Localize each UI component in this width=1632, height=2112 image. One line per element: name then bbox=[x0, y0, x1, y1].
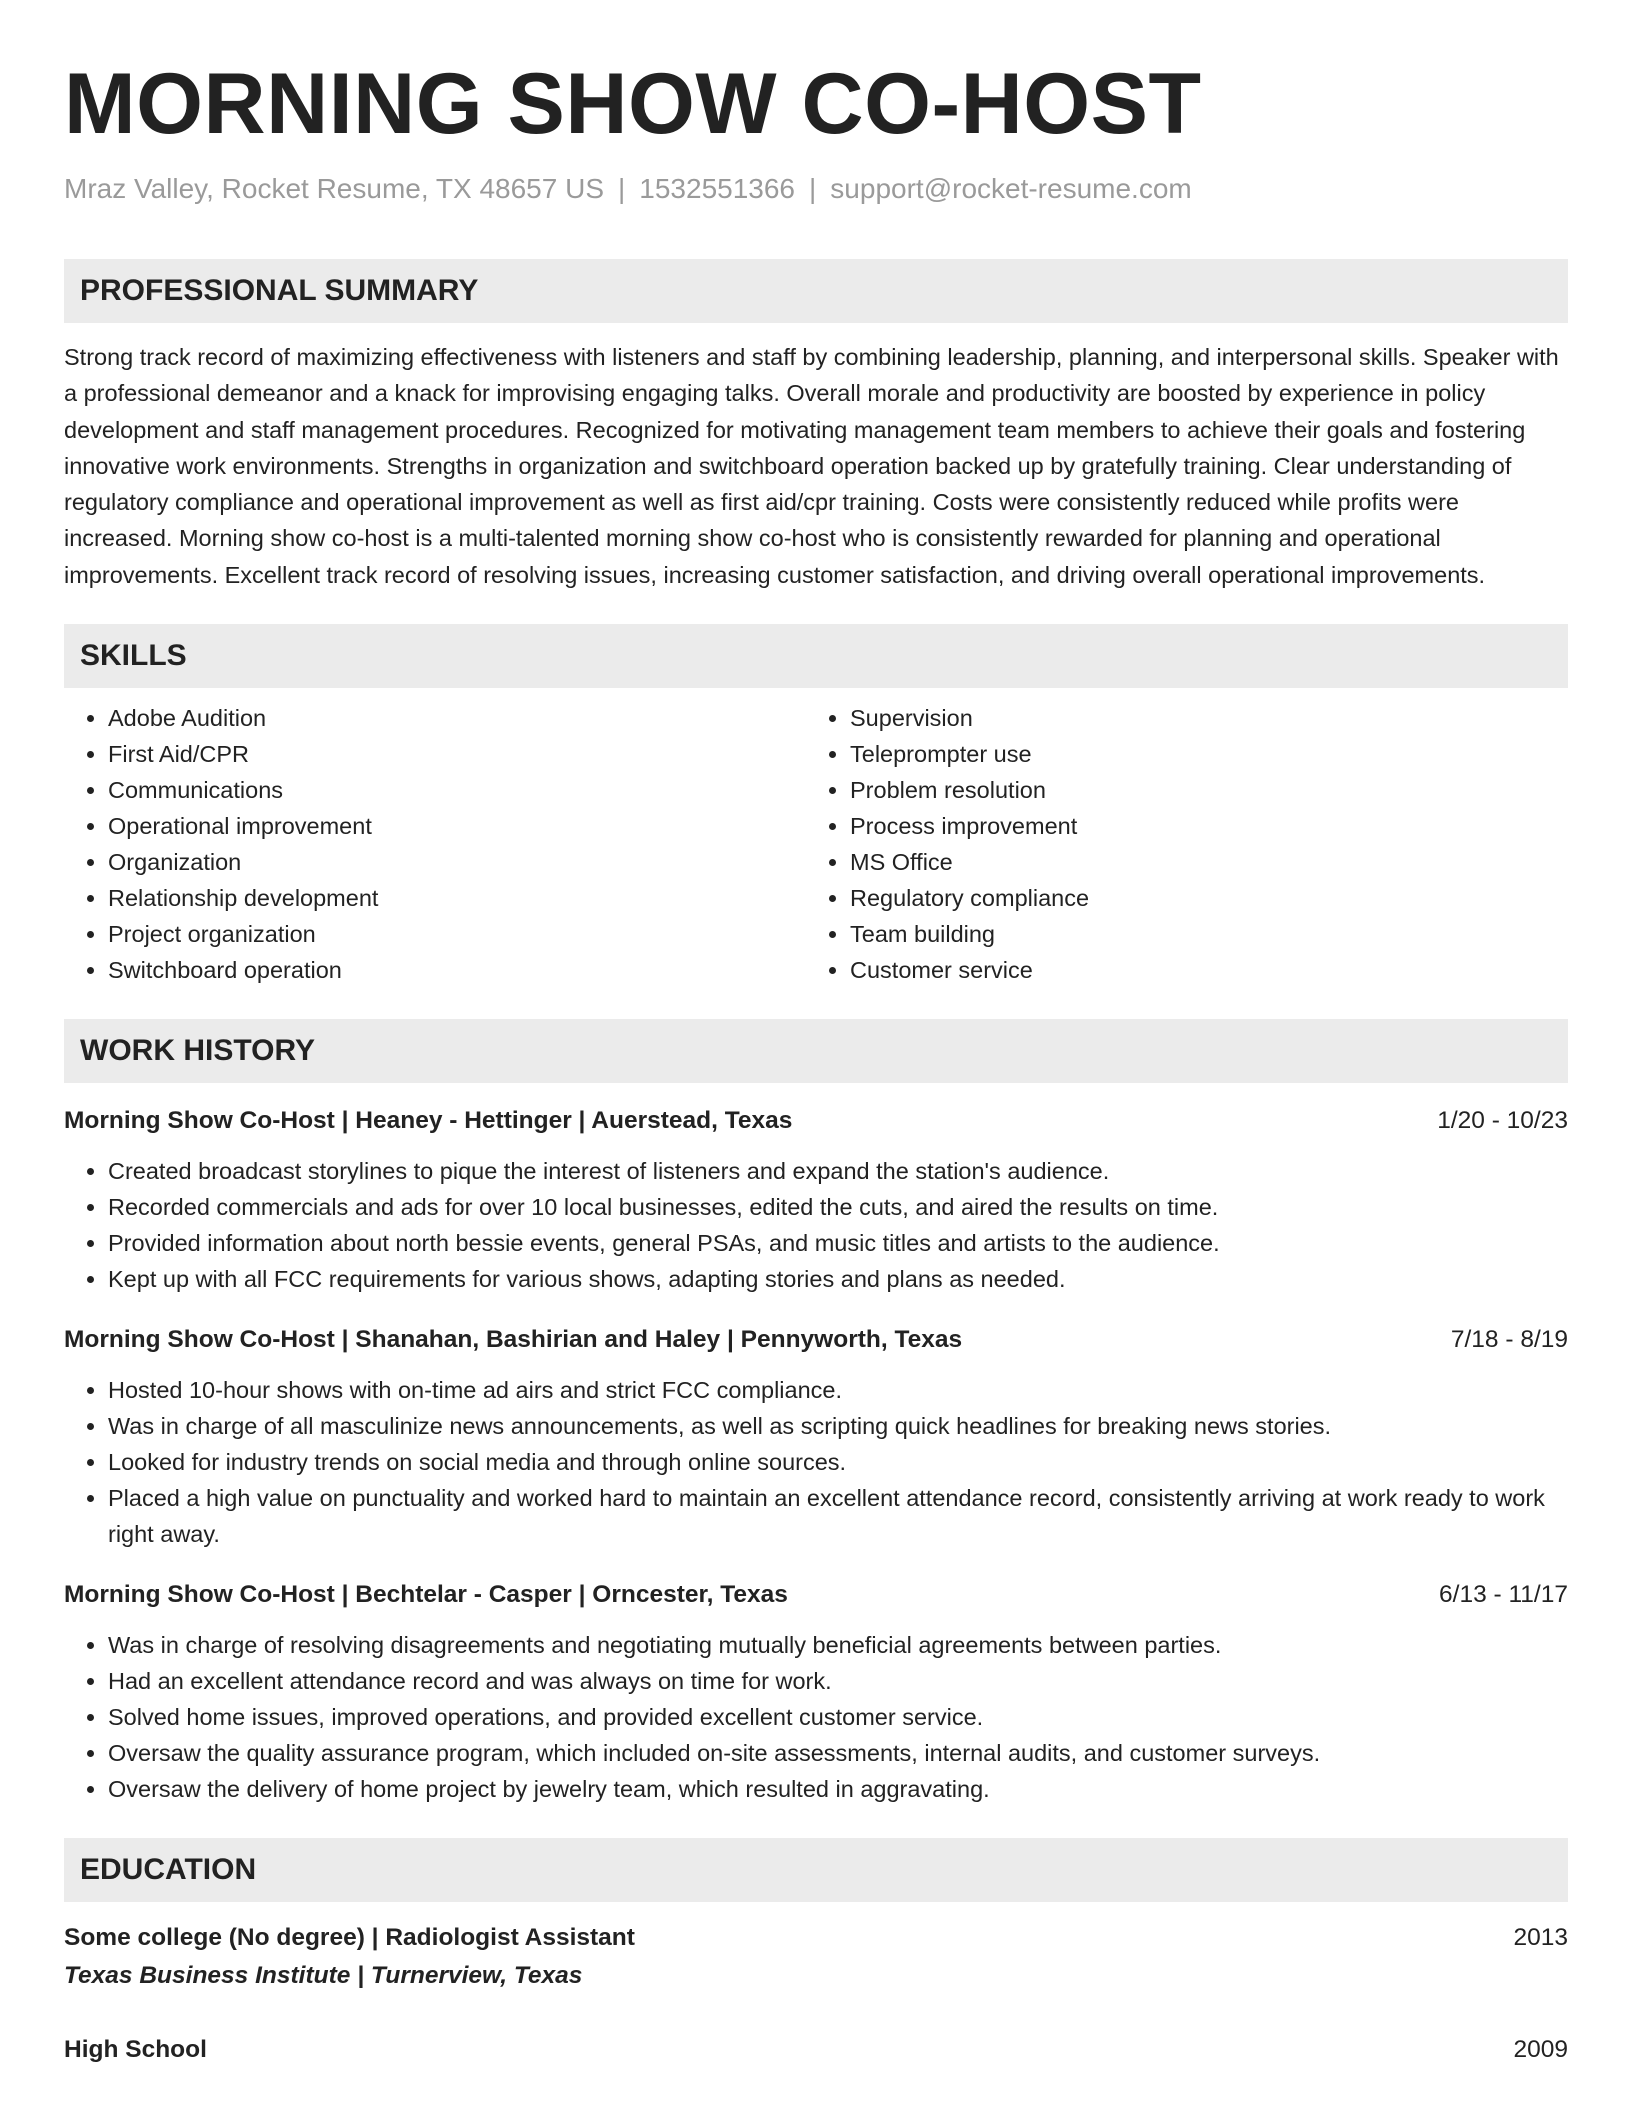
job-bullet: • Created broadcast storylines to pique the interest of listeners and expand the station's audience. bbox=[108, 1153, 1568, 1189]
skills-section bbox=[64, 624, 1568, 988]
summary-heading: PROFESSIONAL SUMMARY bbox=[64, 259, 1568, 323]
job-bullet: • Recorded commercials and ads for over 10 local businesses, edited the cuts, and aired the results on time. bbox=[108, 1189, 1568, 1225]
contact-email[interactable]: support@rocket-resume.com bbox=[830, 173, 1192, 204]
education-header bbox=[64, 2032, 1568, 2068]
job-bullet: • Oversaw the quality assurance program, which included on-site assessments, internal audits, and customer surveys. bbox=[108, 1735, 1568, 1771]
job-dates: 1/20 - 10/23 bbox=[1437, 1107, 1568, 1135]
job-bullets bbox=[64, 1372, 1568, 1552]
skills-column-left bbox=[64, 700, 806, 988]
work-history-section bbox=[64, 1019, 1568, 1807]
job-entry bbox=[64, 1322, 1568, 1552]
skill-item: • Regulatory compliance bbox=[850, 880, 1548, 916]
skill-item: • Teleprompter use bbox=[850, 736, 1548, 772]
summary-text: Strong track record of maximizing effectiveness with listeners and staff by combining leadership, planning, and interpersonal skills. Speaker with a professional demeanor and a knack for improvising engaging talks. Overall morale and productivity are boosted by experience in policy development and staff management procedures. Recognized for motivating management team members to achieve their goals and fostering innovative work environments. Strengths in organization and switchboard operation backed up by gratefully training. Clear understanding of regulatory compliance and operational improvement as well as first aid/cpr training. Costs were consistently reduced while profits were increased. Morning show co-host is a multi-talented morning show co-host who is consistently rewarded for planning and operational improvements. Excellent track record of resolving issues, increasing customer satisfaction, and driving overall operational improvements. bbox=[64, 344, 1559, 588]
education-section bbox=[64, 1838, 1568, 2068]
contact-line bbox=[64, 172, 1568, 206]
skill-item: • Process improvement bbox=[850, 808, 1548, 844]
job-dates: 6/13 - 11/17 bbox=[1439, 1581, 1568, 1609]
job-bullets bbox=[64, 1627, 1568, 1807]
education-header bbox=[64, 1920, 1568, 1956]
job-title: Morning Show Co-Host | Heaney - Hettinger | Auerstead, Texas bbox=[64, 1107, 793, 1135]
skill-item: • Problem resolution bbox=[850, 772, 1548, 808]
education-entry bbox=[64, 1920, 1568, 1996]
contact-separator: | bbox=[618, 173, 626, 204]
job-bullet: • Oversaw the delivery of home project by jewelry team, which resulted in aggravating. bbox=[108, 1771, 1568, 1807]
job-bullet: • Looked for industry trends on social media and through online sources. bbox=[108, 1444, 1568, 1480]
job-bullet: • Hosted 10-hour shows with on-time ad airs and strict FCC compliance. bbox=[108, 1372, 1568, 1408]
skill-item: • Relationship development bbox=[108, 880, 806, 916]
job-entry bbox=[64, 1103, 1568, 1297]
job-title: Morning Show Co-Host | Bechtelar - Casper | Orncester, Texas bbox=[64, 1581, 788, 1609]
contact-separator: | bbox=[809, 173, 817, 204]
education-school: Texas Business Institute | Turnerview, Texas bbox=[64, 1962, 583, 1990]
job-entry bbox=[64, 1577, 1568, 1807]
contact-address: Mraz Valley, Rocket Resume, TX 48657 US bbox=[64, 173, 604, 204]
skill-item: • Project organization bbox=[108, 916, 806, 952]
skill-item: • Switchboard operation bbox=[108, 952, 806, 988]
job-bullet: • Solved home issues, improved operations, and provided excellent customer service. bbox=[108, 1699, 1568, 1735]
skill-item: • Organization bbox=[108, 844, 806, 880]
summary-section bbox=[64, 259, 1568, 593]
education-degree: Some college (No degree) | Radiologist Assistant bbox=[64, 1924, 635, 1952]
skill-item: • MS Office bbox=[850, 844, 1548, 880]
job-bullet: • Had an excellent attendance record and was always on time for work. bbox=[108, 1663, 1568, 1699]
skill-item: • Customer service bbox=[850, 952, 1548, 988]
job-bullet: • Placed a high value on punctuality and worked hard to maintain an excellent attendance record, consistently arriving at work ready to work right away. bbox=[108, 1480, 1568, 1552]
contact-phone: 1532551366 bbox=[639, 173, 796, 204]
job-bullets bbox=[64, 1153, 1568, 1297]
skills-grid bbox=[64, 700, 1568, 988]
job-bullet: • Kept up with all FCC requirements for various shows, adapting stories and plans as needed. bbox=[108, 1261, 1568, 1297]
job-header bbox=[64, 1103, 1568, 1139]
job-bullet: • Was in charge of all masculinize news announcements, as well as scripting quick headlines for breaking news stories. bbox=[108, 1408, 1568, 1444]
job-title: Morning Show Co-Host | Shanahan, Bashirian and Haley | Pennyworth, Texas bbox=[64, 1326, 963, 1354]
education-entry bbox=[64, 2032, 1568, 2068]
job-dates: 7/18 - 8/19 bbox=[1450, 1326, 1568, 1354]
skills-heading: SKILLS bbox=[64, 624, 1568, 688]
job-header bbox=[64, 1577, 1568, 1613]
education-year: 2009 bbox=[1513, 2036, 1568, 2064]
skills-column-right bbox=[806, 700, 1548, 988]
skill-item: • Supervision bbox=[850, 700, 1548, 736]
job-bullet: • Provided information about north bessie events, general PSAs, and music titles and artists to the audience. bbox=[108, 1225, 1568, 1261]
education-year: 2013 bbox=[1513, 1924, 1568, 1952]
work-history-heading: WORK HISTORY bbox=[64, 1019, 1568, 1083]
skill-item: • Adobe Audition bbox=[108, 700, 806, 736]
skill-item: • Team building bbox=[850, 916, 1548, 952]
skill-item: • Operational improvement bbox=[108, 808, 806, 844]
education-heading: EDUCATION bbox=[64, 1838, 1568, 1902]
skill-item: • First Aid/CPR bbox=[108, 736, 806, 772]
skill-item: • Communications bbox=[108, 772, 806, 808]
job-header bbox=[64, 1322, 1568, 1358]
education-degree: High School bbox=[64, 2036, 207, 2064]
resume-name: MORNING SHOW CO-HOST bbox=[64, 56, 1202, 152]
job-bullet: • Was in charge of resolving disagreements and negotiating mutually beneficial agreements between parties. bbox=[108, 1627, 1568, 1663]
